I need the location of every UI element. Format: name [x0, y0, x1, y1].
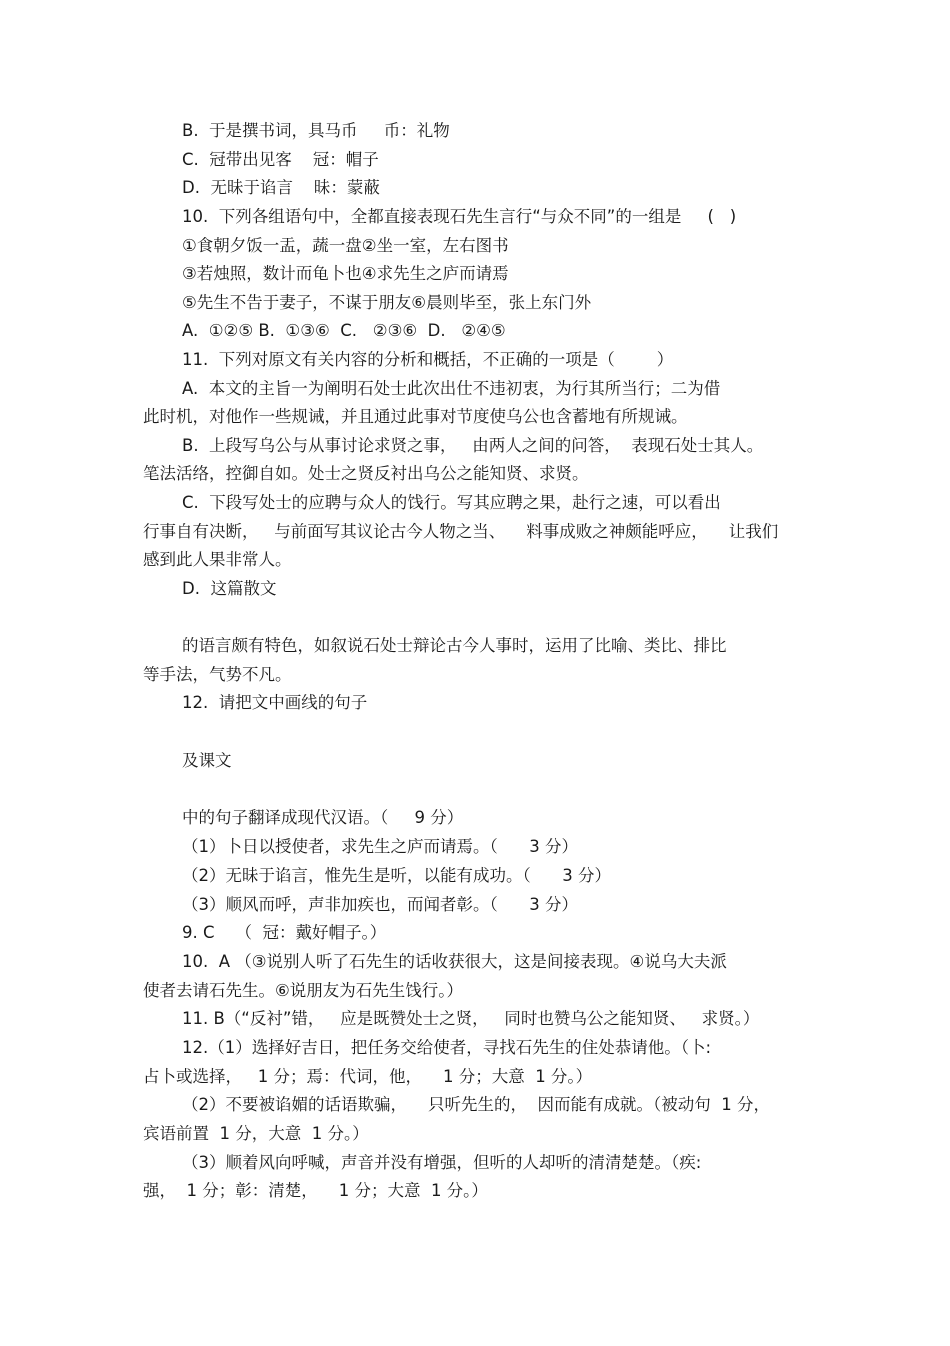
text-line: 中的句子翻译成现代汉语。（ 9 分） [182, 808, 464, 827]
text-line: 强， 1 分；彰：清楚， 1 分；大意 1 分。） [143, 1181, 488, 1200]
text-line: D. 无昧于谄言 昧：蒙蔽 [182, 178, 380, 197]
text-line: （2）不要被谄媚的话语欺骗， 只听先生的， 因而能有成就。（被动句 1 分， [182, 1095, 770, 1114]
question-10: 10. 下列各组语句中，全都直接表现石先生言行“与众不同”的一组是 ( ) [182, 207, 737, 226]
question-12: 12. 请把文中画线的句子 [182, 693, 368, 712]
text-line: 此时机，对他作一些规诫，并且通过此事对节度使乌公也含蓄地有所规诫。 [143, 407, 688, 426]
text-line: ③若烛照，数计而龟卜也④求先生之庐而请焉 [182, 264, 509, 283]
answer-12: 12.（1）选择好吉日，把任务交给使者，寻找石先生的住处恭请他。（卜: [182, 1038, 712, 1057]
text-line: 等手法，气势不凡。 [143, 665, 292, 684]
answer-10: 10. A （③说别人听了石先生的话收获很大，这是间接表现。④说乌大夫派 [182, 952, 727, 971]
text-line: ①食朝夕饭一盂，蔬一盘②坐一室，左右图书 [182, 236, 509, 255]
text-line: A. ①②⑤ B. ①③⑥ C. ②③⑥ D. ②④⑤ [182, 321, 506, 340]
answer-9: 9. C （ 冠：戴好帽子。） [182, 923, 387, 942]
text-line: （2）无昧于谄言，惟先生是听，以能有成功。（ 3 分） [182, 866, 611, 885]
text-line: 及课文 [182, 751, 232, 770]
text-line: C. 下段写处士的应聘与众人的饯行。写其应聘之果，赴行之速，可以看出 [182, 493, 721, 512]
question-11: 11. 下列对原文有关内容的分析和概括，不正确的一项是（ ） [182, 350, 674, 369]
text-line: B. 上段写乌公与从事讨论求贤之事， 由两人之间的问答， 表现石处士其人。 [182, 436, 764, 455]
text-line: 宾语前置 1 分，大意 1 分。） [143, 1124, 369, 1143]
text-line: A. 本文的主旨一为阐明石处士此次出仕不违初衷，为行其所当行；二为借 [182, 379, 721, 398]
text-line: B. 于是撰书词，具马币 币：礼物 [182, 121, 450, 140]
text-line: C. 冠带出见客 冠：帽子 [182, 150, 379, 169]
text-line: 的语言颇有特色，如叙说石处士辩论古今人事时，运用了比喻、类比、排比 [182, 636, 727, 655]
text-line: 占卜或选择， 1 分；焉：代词，他， 1 分；大意 1 分。） [143, 1067, 593, 1086]
text-line: 笔法活络，控御自如。处士之贤反衬出乌公之能知贤、求贤。 [143, 464, 589, 483]
text-line: （3）顺着风向呼喊，声音并没有增强，但听的人却听的清清楚楚。（疾: [182, 1153, 702, 1172]
answer-11: 11. B（“反衬”错， 应是既赞处士之贤， 同时也赞乌公之能知贤、 求贤。） [182, 1009, 760, 1028]
text-line: 行事自有决断， 与前面写其议论古今人物之当、 料事成败之神颇能呼应， 让我们 [143, 522, 779, 541]
text-line: 使者去请石先生。⑥说朋友为石先生饯行。） [143, 981, 464, 1000]
text-line: （1）卜日以授使者，求先生之庐而请焉。（ 3 分） [182, 837, 578, 856]
text-line: D. 这篇散文 [182, 579, 277, 598]
text-line: ⑤先生不告于妻子，不谋于朋友⑥晨则毕至，张上东门外 [182, 293, 592, 312]
text-line: （3）顺风而呼，声非加疾也，而闻者彰。（ 3 分） [182, 895, 578, 914]
text-line: 感到此人果非常人。 [143, 550, 292, 569]
